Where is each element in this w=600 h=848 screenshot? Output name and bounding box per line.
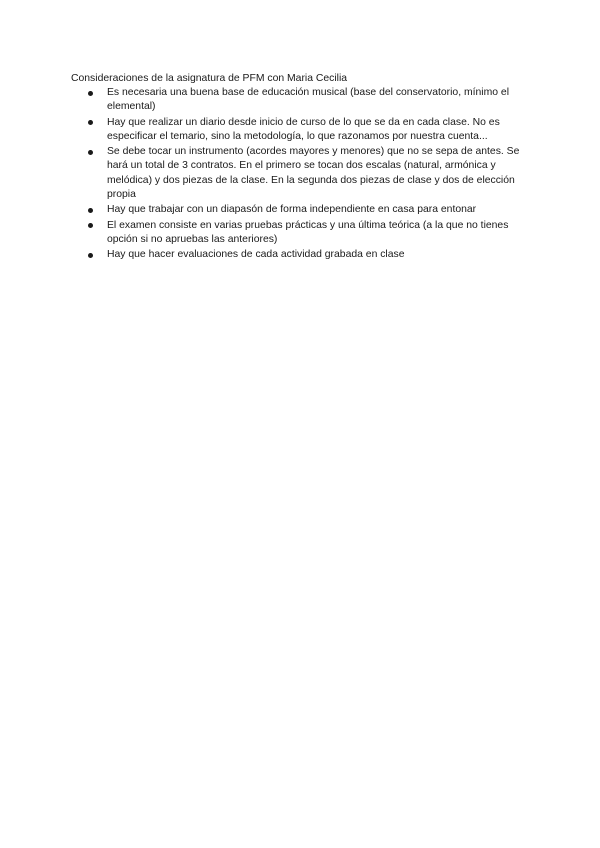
list-item: [71, 116, 531, 144]
document-title: Consideraciones de la asignatura de PFM con Maria Cecilia: [71, 73, 348, 84]
document-content: [71, 72, 531, 264]
bullet-icon: [88, 208, 93, 213]
list-item: [71, 248, 531, 262]
list-item-text: Hay que realizar un diario desde inicio de curso de lo que se da en cada clase. No es especificar el temario, sino la metodología, lo que razonamos por nuestra cuenta...: [107, 116, 500, 142]
list-item-text: Se debe tocar un instrumento (acordes mayores y menores) que no se sepa de antes. Se hará un total de 3 contratos. En el primero se tocan dos escalas (natural, armónica y melódica) y dos piezas de la clase. En la segunda dos piezas de clase y dos de elección propia: [107, 146, 520, 200]
list-item-text: Hay que trabajar con un diapasón de forma independiente en casa para entonar: [107, 204, 477, 216]
bullet-icon: [88, 91, 93, 96]
list-item-text: Hay que hacer evaluaciones de cada actividad grabada en clase: [107, 249, 405, 261]
list-item: [71, 86, 531, 114]
bullet-icon: [88, 253, 93, 258]
list-item: [71, 219, 531, 247]
bullet-icon: [88, 120, 93, 125]
bullet-icon: [88, 223, 93, 228]
list-item-text: Es necesaria una buena base de educación musical (base del conservatorio, mínimo el elemental): [107, 87, 510, 113]
list-item-text: El examen consiste en varias pruebas prácticas y una última teórica (a la que no tienes opción si no apruebas las anteriores): [107, 219, 509, 245]
list-item: [71, 203, 531, 217]
bullet-icon: [88, 150, 93, 155]
notes-list: [71, 86, 531, 262]
list-item: [71, 145, 531, 202]
